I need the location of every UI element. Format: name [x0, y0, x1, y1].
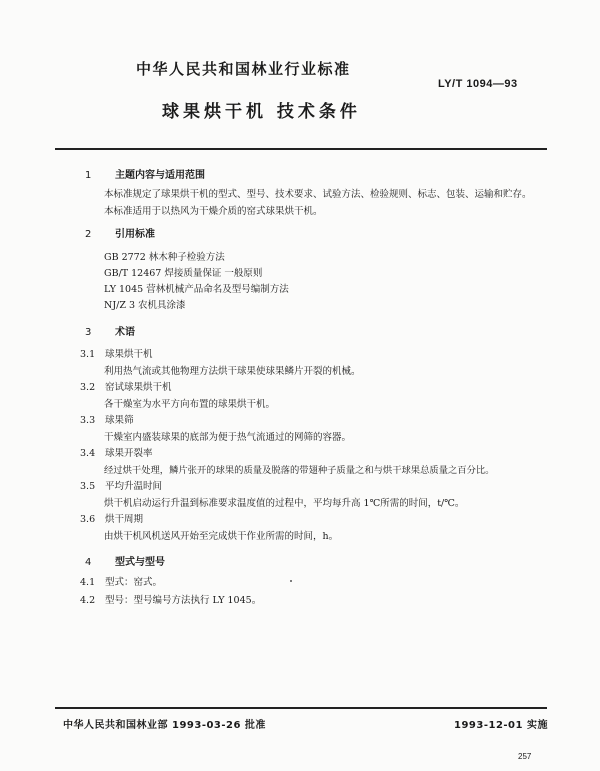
- term-number: 3.3: [80, 415, 96, 426]
- term-name: 球果烘干机: [105, 349, 153, 360]
- term-heading: [80, 346, 153, 360]
- section-number: 4: [85, 557, 92, 568]
- approval-line: 中华人民共和国林业部 1993-03-26 批准: [63, 720, 266, 731]
- section-number: 1: [85, 170, 92, 181]
- reference-item: LY 1045 营林机械产品命名及型号编制方法: [104, 284, 289, 295]
- section-1-paragraph-2: 本标准适用于以热风为干燥介质的窑式球果烘干机。: [104, 206, 323, 217]
- term-definition: 由烘干机风机送风开始至完成烘干作业所需的时间，h。: [104, 531, 339, 542]
- footer-divider: [55, 707, 547, 709]
- clause-item: [80, 592, 261, 606]
- term-number: 3.4: [80, 448, 96, 459]
- issuing-authority-heading: 中华人民共和国林业行业标准: [136, 60, 351, 78]
- term-definition: 经过烘干处理，鳞片张开的球果的质量及脱落的带翅种子质量之和与烘干球果总质量之百分比。: [104, 465, 495, 476]
- term-heading: [80, 379, 172, 393]
- document-title: 球果烘干机 技术条件: [162, 102, 361, 122]
- term-name: 球果筛: [105, 415, 134, 426]
- term-definition: 利用热气流或其他物理方法烘干球果使球果鳞片开裂的机械。: [104, 366, 361, 377]
- term-heading: [80, 478, 162, 492]
- clause-number: 4.1: [80, 577, 96, 588]
- section-1-paragraph-1: 本标准规定了球果烘干机的型式、型号、技术要求、试验方法、检验规则、标志、包装、运输和贮存。: [104, 189, 532, 200]
- term-definition: 干燥室内盛装球果的底部为便于热气流通过的网筛的容器。: [104, 432, 352, 443]
- clause-number: 4.2: [80, 595, 96, 606]
- term-heading: [80, 445, 153, 459]
- section-title: 术语: [115, 327, 135, 338]
- term-number: 3.6: [80, 514, 96, 525]
- section-title: 主题内容与适用范围: [115, 170, 205, 181]
- clause-text: 型号：型号编号方法执行 LY 1045。: [105, 595, 262, 606]
- reference-item: GB/T 12467 焊接质量保证 一般原则: [104, 268, 263, 279]
- term-name: 烘干周期: [105, 514, 144, 525]
- term-name: 窑试球果烘干机: [105, 382, 172, 393]
- term-name: 平均升温时间: [105, 481, 163, 492]
- section-1-heading: [85, 166, 205, 181]
- term-number: 3.1: [80, 349, 96, 360]
- header-divider: [55, 148, 547, 150]
- section-number: 3: [85, 327, 92, 338]
- section-3-heading: [85, 323, 135, 338]
- section-2-heading: [85, 225, 155, 240]
- term-name: 球果开裂率: [105, 448, 153, 459]
- section-number: 2: [85, 229, 92, 240]
- term-heading: [80, 412, 134, 426]
- effective-date: 1993-12-01 实施: [454, 720, 548, 731]
- term-number: 3.2: [80, 382, 96, 393]
- reference-item: NJ/Z 3 农机具涂漆: [104, 300, 186, 311]
- clause-item: [80, 574, 162, 588]
- clause-text: 型式：窑式。: [105, 577, 163, 588]
- section-title: 型式与型号: [115, 557, 165, 568]
- term-definition: 各干燥室为水平方向布置的球果烘干机。: [104, 399, 276, 410]
- term-heading: [80, 511, 143, 525]
- term-definition: 烘干机启动运行升温到标准要求温度值的过程中，平均每升高 1℃所需的时间，t/℃。: [104, 498, 465, 509]
- reference-item: GB 2772 林木种子检验方法: [104, 252, 225, 263]
- page-number: 257: [518, 752, 532, 761]
- section-4-heading: [85, 553, 165, 568]
- term-number: 3.5: [80, 481, 96, 492]
- section-title: 引用标准: [115, 229, 155, 240]
- standard-code: LY/T 1094—93: [438, 78, 518, 90]
- scan-speck: [290, 580, 292, 582]
